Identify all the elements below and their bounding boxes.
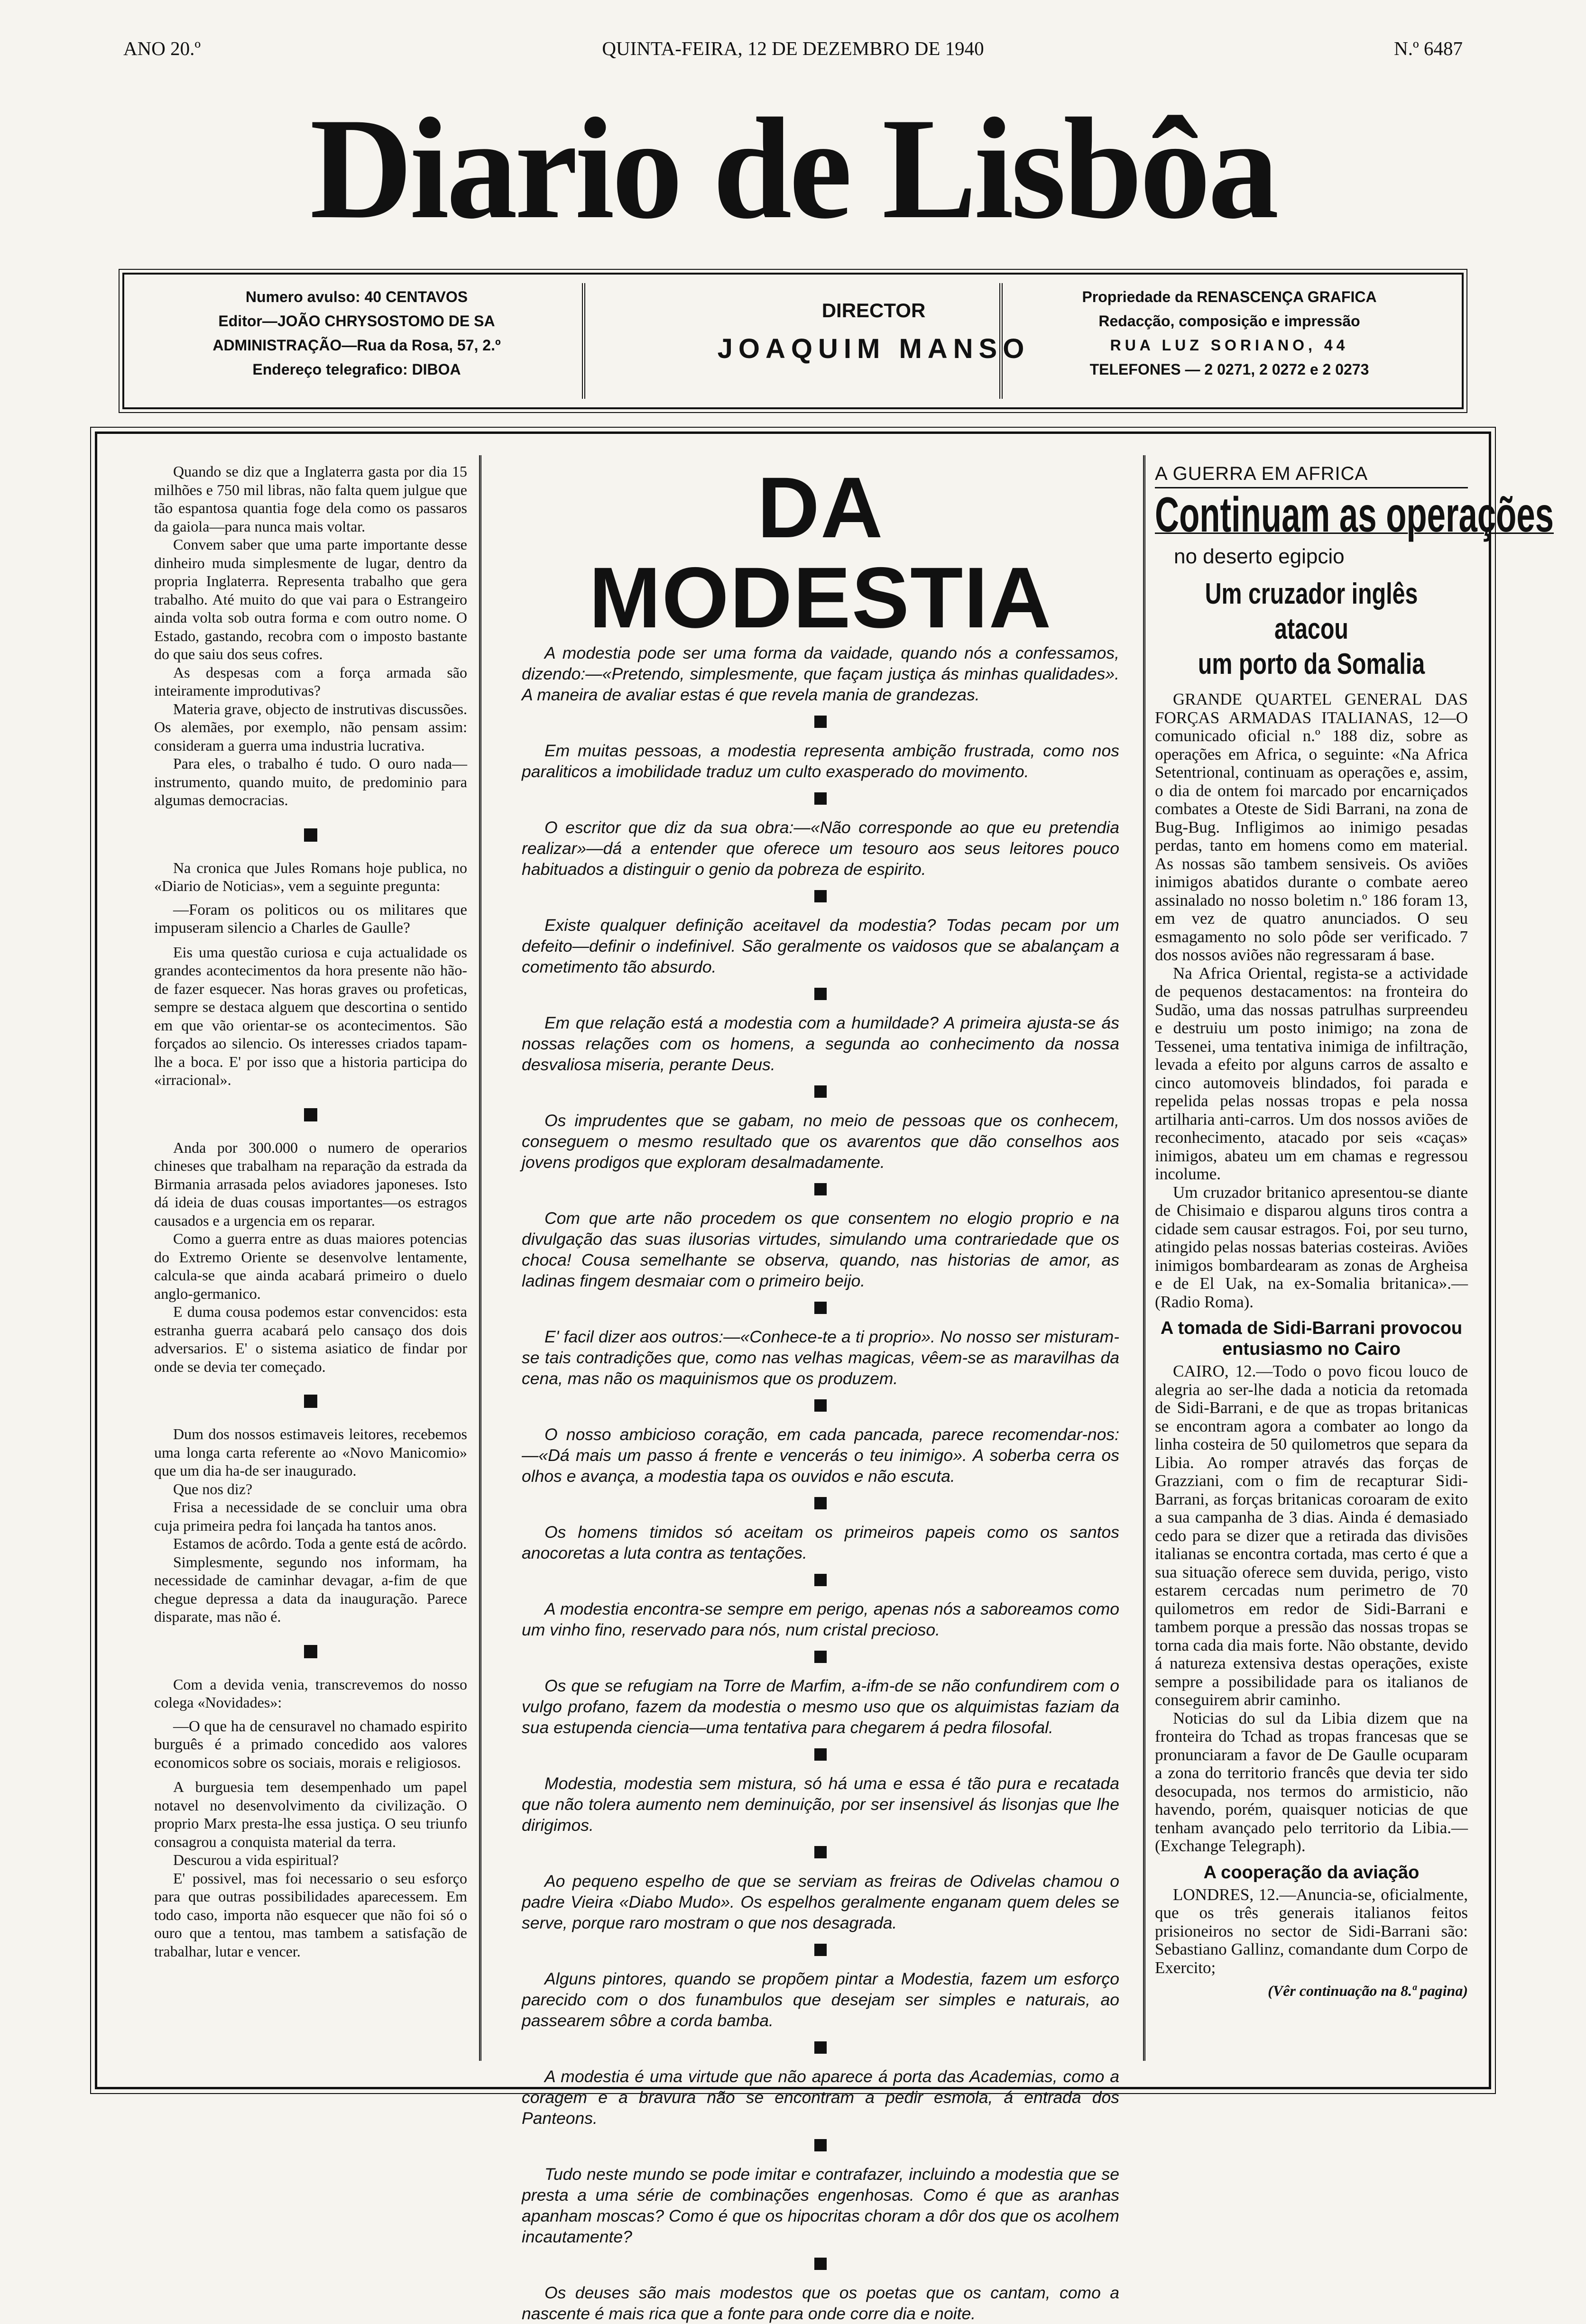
left-paragraph: Simplesmente, segundo nos informam, ha necessidade de caminhar devagar, a-fim de que chegue depressa a data da inauguração. Parece disparate, mas não é. (154, 1553, 467, 1625)
info-left-line: Numero avulso: 40 CENTAVOS (245, 288, 468, 305)
left-paragraph: Dum dos nossos estimaveis leitores, recebemos uma longa carta referente ao «Novo Manicomio» que um dia ha-de ser inaugurado. (154, 1425, 467, 1479)
left-paragraph: Como a guerra entre as duas maiores potencias do Extremo Oriente se desenvolve lentamente, calcula-se que ainda acabará primeiro o duelo anglo-germanico. (154, 1230, 467, 1302)
section-bullet-icon (304, 1645, 317, 1658)
war-paragraph: Na Africa Oriental, regista-se a actividade de pequenos destacamentos: na fronteira do Sudão, uma das nossas patrulhas surpreendeu e destruiu um posto inimigo; na zona de Tessenei, uma tentativa inimiga de infiltração, levada a efeito por alguns carros de assalto e cinco automoveis blindados, foi parada e repelida pelas nossas tropas e pela nossa artilharia anti-carros. Um dos nossos aviões de reconhecimento, atacado por seis «caças» inimigos, abateu um em chamas e regressou incolume. (1155, 964, 1468, 1183)
war-body (1155, 690, 1468, 2000)
section-bullet-icon (304, 828, 317, 842)
top-line (123, 37, 1463, 65)
left-paragraph: As despesas com a força armada são inteiramente improdutivas? (154, 663, 467, 699)
section-bullet-icon (814, 2258, 827, 2270)
section-bullet-icon (814, 792, 827, 805)
center-column (522, 459, 1119, 2324)
masthead-title: Diario de Lisbôa (310, 88, 1276, 249)
section-bullet-icon (814, 890, 827, 902)
article-paragraph: Ao pequeno espelho de que se serviam as freiras de Odivelas chamou o padre Vieira «Diabo Mudo». Os espelhos geralmente enganam quem deles se serve, porque raro mostram o que nos desagrada. (522, 1872, 1119, 1932)
article-paragraph: Com que arte não procedem os que consentem no elogio proprio e na divulgação das suas ilusorias virtudes, simulando uma contrariedade que os choca! Cousa semelhante se observa, quando, nas historias de amor, as ladinas fingem desmaiar com o primeiro beijo. (522, 1209, 1119, 1290)
left-paragraph: Eis uma questão curiosa e cuja actualidade os grandes acontecimentos da hora presente não hão-de fazer esquecer. Nas horas graves ou profeticas, sempre se destaca alguem que descortina o sentido em que vão orientar-se os acontecimentos. São forçados ao silencio. Os interesses criados tapam-lhe a boca. E' por isso que a historia participa do «irracional». (154, 943, 467, 1088)
issue-date: QUINTA-FEIRA, 12 DE DEZEMBRO DE 1940 (602, 37, 984, 59)
section-bullet-icon (814, 988, 827, 1000)
section-bullet-icon (814, 1183, 827, 1195)
left-paragraph: Que nos diz? (173, 1480, 253, 1497)
info-left-line: ADMINISTRAÇÃO—Rua da Rosa, 57, 2.º (212, 337, 501, 354)
info-right-line: TELEFONES — 2 0271, 2 0272 e 2 0273 (1089, 361, 1369, 378)
section-bullet-icon (814, 1748, 827, 1761)
war-subhead: A tomada de Sidi-Barrani provocou entusiasmo no Cairo (1160, 1318, 1463, 1359)
article-paragraph: Modestia, modestia sem mistura, só há uma e essa é tão pura e recatada que não tolera aumento nem deminuição, por ser insensivel ás lisonjas que lhe dirigimos. (522, 1774, 1119, 1835)
article-paragraph: Os homens timidos só aceitam os primeiros papeis como os santos anocoretas a luta contra as tentações. (522, 1523, 1119, 1562)
war-paragraph: GRANDE QUARTEL GENERAL DAS FORÇAS ARMADAS ITALIANAS, 12—O comunicado oficial n.º 188 diz, sobre as operações em Africa, o seguinte: «Na Africa Setentrional, continuam as operações e, assim, o dia de ontem foi marcado por encarniçados combates a Oteste de Sidi Barrani, na zona de Bug-Bug. Infligimos ao inimigo pesadas perdas, tanto em homens como em material. As nossas são tambem sensiveis. Os aviões inimigos abatidos durante o combate aereo assinalado no nosso boletim n.º 186 foram 13, em vez de quatro anunciados. O seu esmagamento no solo pôde ser verificado. 7 dos nossos aviões não regressaram á base. (1155, 690, 1468, 964)
info-right (1006, 285, 1452, 397)
war-paragraph: CAIRO, 12.—Todo o povo ficou louco de alegria ao ser-lhe dada a noticia da retomada de Sidi-Barrani, e de que as tropas britanicas se encontram agora a combater ao longo da linha costeira de 50 quilometros que separa da Libia. Ao romper através das forças de Grazziani, com o fim de recapturar Sidi-Barrani, as forças britanicas coroaram de exito a sua campanha de 3 dias. Ainda é demasiado cedo para se dizer que a retirada das divisões italianas se encontra cortada, mas certo é que a sua situação oferece sem duvida, perigo, visto estarem cercadas num perimetro de 70 quilometros em redor de Sidi-Barrani e tambem porque a pressão das nossas tropas se torna cada dia mais forte. Não obstante, devido á natureza extensiva destas operações, existe sempre a possibilidade para os italianos de conseguirem abrir caminho. (1155, 1362, 1468, 1709)
war-paragraph: LONDRES, 12.—Anuncia-se, oficialmente, que os três generais italianos feitos prisioneiros no sector de Sidi-Barrani são: Sebastiano Gallinz, comandante dum Corpo de Exercito; (1155, 1885, 1468, 1977)
info-left-line: Endereço telegrafico: DIBOA (252, 361, 461, 378)
left-quote: —O que ha de censuravel no chamado espirito burguês é a primado concedido aos valores economicos sobre os sociais, morais e religiosos. (154, 1718, 467, 1772)
left-paragraph: Na cronica que Jules Romans hoje publica, no «Diario de Noticias», vem a seguinte pregunta: (154, 859, 467, 894)
article-paragraph: Os imprudentes que se gabam, no meio de pessoas que os conhecem, conseguem o mesmo resultado que os avarentos que dão conselhos aos jovens prodigos que exploram desalmadamente. (522, 1111, 1119, 1172)
section-bullet-icon (814, 1574, 827, 1586)
article-paragraph: Em muitas pessoas, a modestia representa ambição frustrada, como nos paraliticos a imobilidade traduz um culto exasperado do movimento. (522, 741, 1119, 781)
section-bullet-icon (814, 1651, 827, 1663)
article-paragraph: Em que relação está a modestia com a humildade? A primeira ajusta-se ás nossas relações com os homens, a segunda ao conhecimento da nossa desvaliosa miseria, perante Deus. (522, 1013, 1119, 1074)
section-bullet-icon (814, 1302, 827, 1314)
info-right-line: RUA LUZ SORIANO, 44 (1110, 337, 1349, 354)
section-bullet-icon (814, 1497, 827, 1509)
info-divider (582, 283, 587, 399)
article-paragraph: A modestia encontra-se sempre em perigo, apenas nós a saboreamos como um vinho fino, reservado para nós, num cristal precioso. (522, 1599, 1119, 1639)
article-paragraph: Tudo neste mundo se pode imitar e contrafazer, incluindo a modestia que se presta a uma série de combinações engenhosas. Como é que as aranhas apanham moscas? Como é que os hipocritas choram a dôr dos que os acolhem incautamente? (522, 2165, 1119, 2246)
section-bullet-icon (814, 2139, 827, 2151)
info-left (134, 285, 580, 397)
left-paragraph: E duma cousa podemos estar convencidos: esta estranha guerra acabará pelo cansaço dos dois adversarios. E' o sistema asiatico de findar por onde se devia ter começado. (154, 1303, 467, 1375)
issue-number: N.º 6487 (1394, 37, 1463, 59)
left-paragraph: Com a devida venia, transcrevemos do nosso colega «Novidades»: (154, 1675, 467, 1711)
column-rule (479, 455, 483, 2061)
section-kicker: A GUERRA EM AFRICA (1155, 462, 1468, 488)
war-paragraph: Noticias do sul da Libia dizem que na fronteira do Tchad as tropas francesas que se pronunciaram a favor de De Gaulle ocuparam a zona do territorio francês que devia ter sido desocupada, nos termos do armisticio, não havendo, porém, quaisquer noticias de que tenham avançado pelo territorio da Libia.—(Exchange Telegraph). (1155, 1709, 1468, 1855)
column-rule (1143, 455, 1147, 2061)
continuation-note: (Vêr continuação na 8.ª pagina) (1268, 1982, 1468, 1999)
article-paragraph: Os deuses são mais modestos que os poetas que os cantam, como a nascente é mais rica que a fonte para onde corre dia e noite. (522, 2283, 1119, 2323)
left-paragraph: Anda por 300.000 o numero de operarios chineses que trabalham na reparação da estrada da Birmania arrasada pelos aviadores japoneses. Isto dá ideia de duas cousas importantes—os estragos causados e a urgencia em os reparar. (154, 1139, 467, 1229)
left-quote: —Foram os politicos ou os militares que impuseram silencio a Charles de Gaulle? (154, 901, 467, 937)
article-paragraph: A modestia pode ser uma forma da vaidade, quando nós a confessamos, dizendo:—«Pretendo, simplesmente, que façam justiça ás minhas qualidades». A maneira de avaliar estas é que revela mania de grandezas. (522, 643, 1119, 704)
director-label: DIRECTOR (821, 299, 926, 322)
info-box (122, 273, 1464, 409)
info-right-line: Redacção, composição e impressão (1098, 312, 1360, 330)
article-paragraph: Existe qualquer definição aceitavel da modestia? Todas pecam por um defeito—definir o indefinivel. São geralmente os vaidosos que se abalançam a cometimento tão absurdo. (522, 916, 1119, 976)
info-divider (999, 283, 1004, 399)
left-paragraph: A burguesia tem desempenhado um papel notavel no desenvolvimento da civilização. O proprio Marx presta-lhe essa justiça. O seu triunfo consagrou a conquista material da terra. (154, 1778, 467, 1850)
section-bullet-icon (304, 1395, 317, 1408)
left-paragraph: E' possivel, mas foi necessario o seu esforço para que outras possibilidades aparecessem. Em todo caso, importa não esquecer que não foi só o ouro que a tentou, mas tambem a satisfação de trabalhar, lutar e vencer. (154, 1869, 467, 1960)
left-paragraph: Convem saber que uma parte importante desse dinheiro muda simplesmente de lugar, dentro da propria Inglaterra. Representa trabalho que gera trabalho. Até muito do que vai para o Estrangeiro ainda volta sob outra forma e com outro nome. O Estado, gastando, recobra com o imposto bastante do que saiu dos seus cofres. (154, 536, 467, 662)
article-paragraph: O nosso ambicioso coração, em cada pancada, parece recomendar-nos:—«Dá mais um passo á frente e vencerás o teu inimigo». A soberba cerra os olhos e avança, a modestia tapa os ouvidos e não escuta. (522, 1425, 1119, 1486)
left-paragraph: Para eles, o trabalho é tudo. O ouro nada—instrumento, quando muito, de predominio para algumas democracias. (154, 755, 467, 808)
war-headline: Continuam as operações (1155, 487, 1554, 542)
article-paragraph: Alguns pintores, quando se propõem pintar a Modestia, fazem um esforço parecido com o dos funambulos que desejam ser simples e naturais, ao passearem sôbre a corda bamba. (522, 1969, 1119, 2030)
article-body (522, 643, 1119, 2324)
article-paragraph: O escritor que diz da sua obra:—«Não corresponde ao que eu pretendia realizar»—dá a entender que oferece um tesouro aos seus leitores pouco habituados a distinguir o genio da pobreza de espirito. (522, 818, 1119, 879)
right-column (1155, 462, 1554, 2000)
war-subhead: A cooperação da aviação (1203, 1862, 1420, 1883)
war-paragraph: Um cruzador britanico apresentou-se diante de Chisimaio e disparou alguns tiros contra a cidade sem causar estragos. Foi, por seu turno, atingido pelas nossas baterias costeiras. Aviões inimigos bombardearam as zonas de Argheisa e de El Uak, na ex-Somalia britanica».—(Radio Roma). (1155, 1183, 1468, 1311)
info-left-line: Editor—JOÃO CHRYSOSTOMO DE SA (218, 312, 495, 330)
info-right-line: Propriedade da RENASCENÇA GRAFICA (1082, 288, 1377, 305)
section-bullet-icon (814, 1944, 827, 1956)
section-bullet-icon (814, 1846, 827, 1858)
left-column (154, 462, 467, 1960)
section-bullet-icon (814, 716, 827, 728)
left-paragraph: Materia grave, objecto de instrutivas discussões. Os alemães, por exemplo, não pensam assim: consideram a guerra uma industria lucrativa. (154, 700, 467, 754)
section-bullet-icon (814, 1085, 827, 1098)
left-paragraph: Estamos de acôrdo. Toda a gente está de acôrdo. (173, 1535, 467, 1552)
secondary-headline-line: um porto da Somalia (1198, 648, 1425, 680)
secondary-headline-line: Um cruzador inglês atacou (1205, 578, 1418, 645)
article-paragraph: E' facil dizer aos outros:—«Conhece-te a ti proprio». No nosso ser misturam-se tais contradições que, como nas velhas magicas, vêem-se as maravilhas da cena, mas não os maquinismos que os produzem. (522, 1327, 1119, 1388)
section-bullet-icon (814, 1399, 827, 1412)
director-name: JOAQUIM MANSO (717, 333, 1030, 364)
secondary-headline (1190, 577, 1434, 682)
section-bullet-icon (814, 2041, 827, 2054)
left-paragraph: Quando se diz que a Inglaterra gasta por dia 15 milhões e 750 mil libras, não falta quem julgue que tão espantosa quantia foge dela como os passaros da gaiola—para nunca mais voltar. (154, 463, 467, 535)
article-paragraph: Os que se refugiam na Torre de Marfim, a-ifm-de se não confundirem com o vulgo profano, fazem da modestia o mesmo uso que os alquimistas faziam da sua estupenda ciencia—uma tentativa para chegarem á pedra filosofal. (522, 1676, 1119, 1737)
left-paragraph: Descurou a vida espiritual? (173, 1851, 339, 1868)
section-bullet-icon (304, 1108, 317, 1121)
article-paragraph: A modestia é uma virtude que não aparece á porta das Academias, como a coragem e a bravura não se encontram a pedir esmola, á entrada dos Panteons. (522, 2067, 1119, 2128)
left-paragraph: Frisa a necessidade de se concluir uma obra cuja primeira pedra foi lançada ha tantos anos. (154, 1498, 467, 1534)
war-subheadline: no deserto egipcio (1174, 545, 1345, 568)
year-label: ANO 20.º (123, 37, 201, 59)
article-headline: DA MODESTIA (589, 459, 1052, 646)
